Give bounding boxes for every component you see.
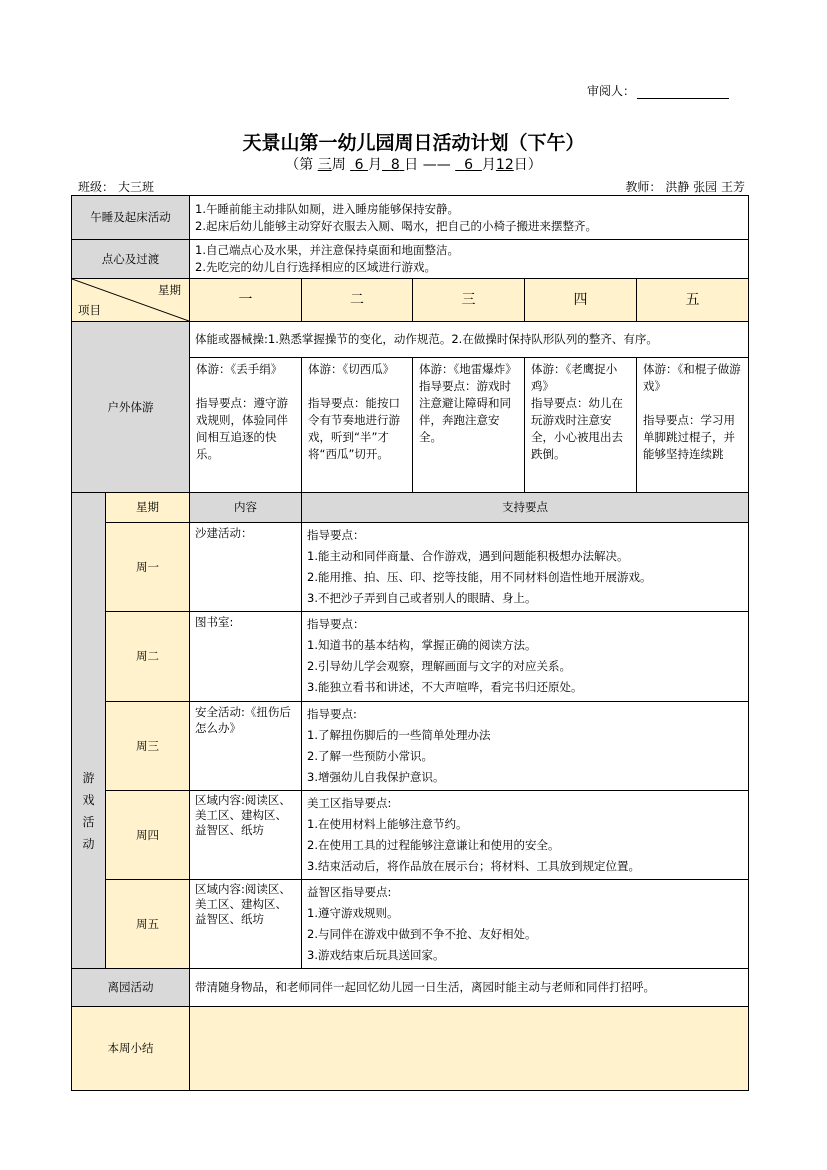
month-label: 月: [367, 157, 382, 173]
games-section-label: 游戏活动: [82, 770, 95, 851]
week-number: 三: [317, 157, 332, 173]
point-item: 2.能用推、拍、压、印、挖等技能，用不同材料创造性地开展游戏。: [307, 570, 652, 584]
class-label: 班级：: [78, 180, 115, 194]
game-title: 体游：《和棍子做游戏》: [643, 362, 741, 393]
weekday-header-mon: 一: [190, 279, 302, 322]
leaving-label: 离园活动: [72, 969, 190, 1007]
points-title: 指导要点：: [307, 617, 365, 631]
games-points: [302, 702, 749, 791]
weekday-header-row: [72, 279, 749, 322]
games-day: 周五: [106, 880, 190, 969]
nap-row: [72, 196, 749, 240]
point-item: 1.了解扭伤脚后的一些简单处理办法: [307, 728, 491, 742]
point-item: 3.不把沙子弄到自己或者别人的眼睛、身上。: [307, 591, 537, 605]
subtitle-prefix: （第: [285, 157, 314, 173]
point-item: 2.在使用工具的过程能够注意谦让和使用的安全。: [307, 838, 560, 852]
points-title: 益智区指导要点:: [307, 885, 392, 899]
game-points: 指导要点：遵守游戏规则，体验同伴间相互追逐的快乐。: [196, 396, 288, 461]
start-day: 8: [390, 157, 400, 173]
reviewer-signature-line[interactable]: [637, 86, 729, 99]
day-label: 日: [404, 157, 419, 173]
nap-item: 1.午睡前能主动排队如厕，进入睡房能够保持安静。: [195, 201, 459, 216]
game-points: 指导要点：幼儿在玩游戏时注意安全，小心被甩出去跌倒。: [531, 396, 623, 461]
games-points: [302, 523, 749, 612]
end-month: 6: [464, 157, 473, 173]
summary-label: 本周小结: [72, 1007, 190, 1091]
games-row-fri: [72, 880, 749, 969]
teacher-label: 教师：: [625, 180, 662, 194]
nap-item: 2.起床后幼儿能够主动穿好衣服去入厕、喝水，把自己的小椅子搬进来摆整齐。: [195, 218, 597, 233]
leaving-row: [72, 969, 749, 1007]
outdoor-game-fri: [637, 358, 749, 493]
month-label-2: 月: [481, 157, 496, 173]
game-title: 体游：《老鹰捉小鸡》: [531, 362, 618, 393]
leaving-content: 带清随身物品，和老师同伴一起回忆幼儿园一日生活，离园时能主动与老师和同伴打招呼。: [190, 969, 749, 1007]
games-col-content: 内容: [190, 493, 302, 523]
corner-item-label: 项目: [78, 303, 101, 317]
games-col-points: 支持要点: [302, 493, 749, 523]
corner-weekday-label: 星期: [158, 283, 181, 297]
subtitle-suffix: 日）: [513, 157, 542, 173]
end-day: 12: [495, 157, 514, 173]
week-label: 周: [331, 157, 346, 173]
class-value: 大三班: [114, 178, 182, 196]
games-row-wed: [72, 702, 749, 791]
game-title: 体游：《切西瓜》: [308, 362, 395, 376]
summary-content[interactable]: [190, 1007, 749, 1091]
snack-label: 点心及过渡: [72, 240, 190, 279]
games-header-row: [72, 493, 749, 523]
games-col-day: 星期: [106, 493, 190, 523]
page-title: 天景山第一幼儿园周日活动计划（下午）: [242, 132, 585, 154]
snack-item: 1.自己端点心及水果，并注意保持桌面和地面整洁。: [195, 243, 459, 257]
activity-plan-table: [71, 195, 749, 1091]
games-content: 沙建活动：: [190, 523, 302, 612]
points-title: 美工区指导要点:: [307, 796, 392, 810]
outdoor-exercise: 体能或器械操:1.熟悉掌握操节的变化，动作规范。2.在做操时保持队形队列的整齐、有序。: [190, 322, 749, 358]
outdoor-exercise-row: [72, 322, 749, 358]
games-content: 图书室:: [190, 612, 302, 702]
start-month: 6: [354, 157, 364, 173]
snack-content: [190, 240, 749, 279]
points-title: 指导要点：: [307, 528, 365, 542]
teacher-value: 洪静 张园 王芳: [661, 178, 749, 196]
game-points: 指导要点：能按口令有节奏地进行游戏，听到“半”才将“西瓜”切开。: [308, 396, 400, 461]
nap-label: 午睡及起床活动: [72, 196, 190, 240]
snack-row: [72, 240, 749, 279]
point-item: 3.结束活动后，将作品放在展示台；将材料、工具放到规定位置。: [307, 859, 640, 873]
point-item: 2.引导幼儿学会观察，理解画面与文字的对应关系。: [307, 659, 571, 673]
games-section-label-cell: [72, 493, 106, 969]
snack-item: 2.先吃完的幼儿自行选择相应的区域进行游戏。: [195, 260, 436, 274]
point-item: 1.在使用材料上能够注意节约。: [307, 817, 468, 831]
games-points: [302, 612, 749, 702]
reviewer-label: 审阅人：: [587, 84, 636, 98]
game-points: 指导要点：学习用单脚跳过棍子，并能够坚持连续跳: [643, 413, 735, 461]
teacher-field: [625, 178, 749, 196]
games-row-tue: [72, 612, 749, 702]
date-range: [0, 154, 827, 174]
summary-row: [72, 1007, 749, 1091]
dash: ——: [422, 157, 451, 173]
outdoor-game-tue: [302, 358, 413, 493]
point-item: 3.能独立看书和讲述，不大声喧哗，看完书归还原处。: [307, 680, 583, 694]
point-item: 1.遵守游戏规则。: [307, 906, 399, 920]
nap-content: [190, 196, 749, 240]
games-row-mon: [72, 523, 749, 612]
outdoor-label: 户外体游: [72, 322, 190, 493]
point-item: 2.了解一些预防小常识。: [307, 749, 433, 763]
weekday-header-tue: 二: [302, 279, 413, 322]
game-title: 体游：《地雷爆炸》: [419, 362, 517, 376]
games-content: 安全活动:《扭伤后怎么办》: [190, 702, 302, 791]
class-field: [78, 178, 182, 196]
outdoor-game-thu: [525, 358, 637, 493]
game-title: 体游：《丢手绢》: [196, 362, 283, 376]
point-item: 1.知道书的基本结构，掌握正确的阅读方法。: [307, 638, 537, 652]
corner-header: [72, 279, 190, 322]
points-title: 指导要点:: [307, 707, 357, 721]
reviewer-field: [587, 82, 729, 99]
games-day: 周三: [106, 702, 190, 791]
point-item: 3.增强幼儿自我保护意识。: [307, 770, 445, 784]
point-item: 3.游戏结束后玩具送回家。: [307, 948, 445, 962]
games-points: [302, 880, 749, 969]
games-content: 区域内容:阅读区、美工区、建构区、益智区、纸坊: [190, 791, 302, 880]
outdoor-game-mon: [190, 358, 302, 493]
games-day: 周四: [106, 791, 190, 880]
game-points: 指导要点：游戏时注意避让障碍和同伴，奔跑注意安全。: [419, 379, 511, 444]
games-row-thu: [72, 791, 749, 880]
games-points: [302, 791, 749, 880]
games-day: 周一: [106, 523, 190, 612]
games-content: 区域内容:阅读区、美工区、建构区、益智区、纸坊: [190, 880, 302, 969]
point-item: 1.能主动和同伴商量、合作游戏，遇到问题能积极想办法解决。: [307, 549, 629, 563]
point-item: 2.与同伴在游戏中做到不争不抢、友好相处。: [307, 927, 537, 941]
games-day: 周二: [106, 612, 190, 702]
weekday-header-fri: 五: [637, 279, 749, 322]
weekday-header-wed: 三: [413, 279, 525, 322]
weekday-header-thu: 四: [525, 279, 637, 322]
outdoor-game-wed: [413, 358, 525, 493]
